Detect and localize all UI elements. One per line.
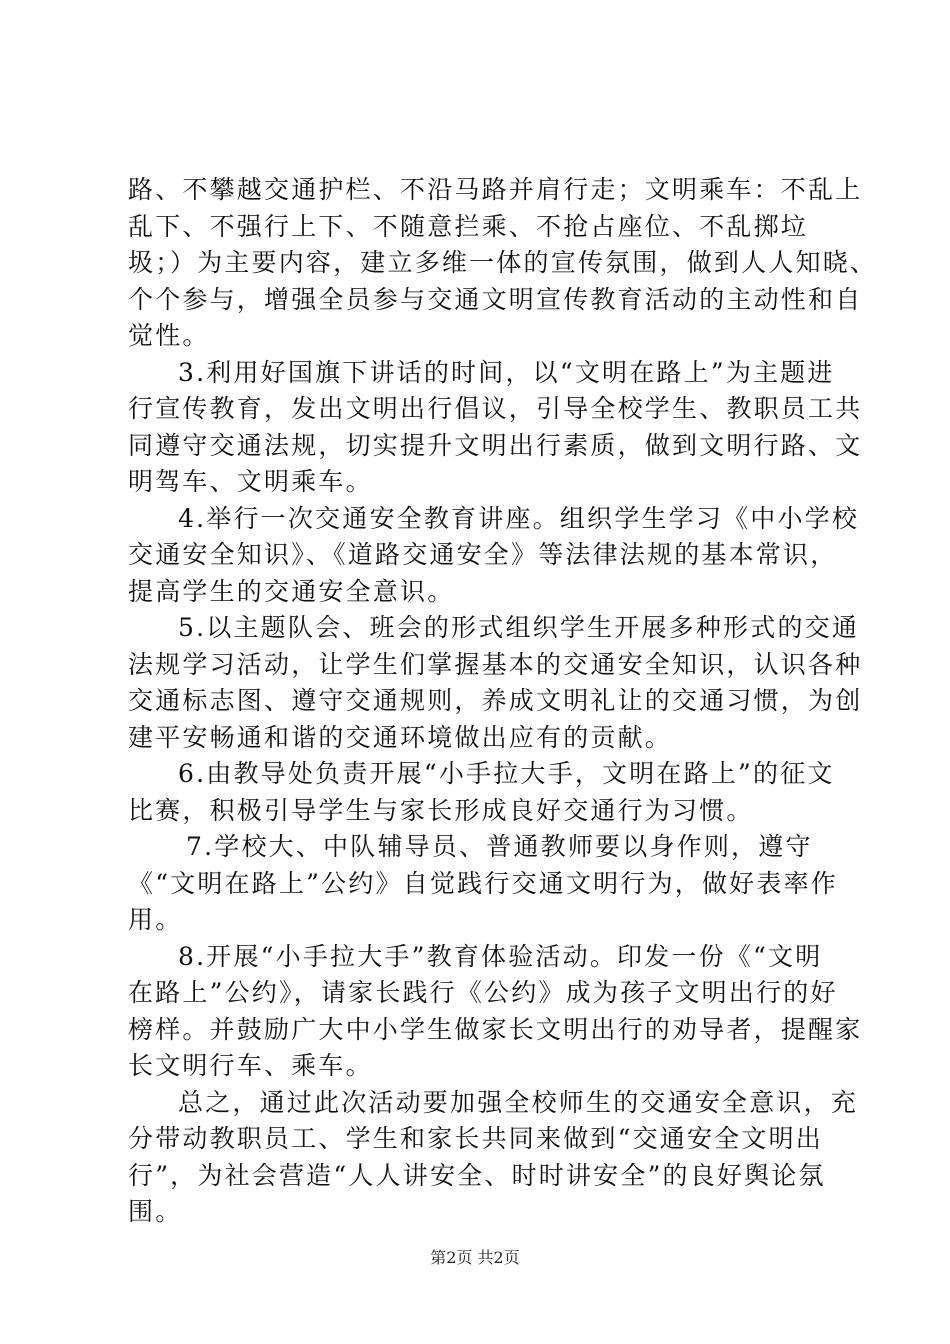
text-line: 《“文明在路上”公约》自觉践行交通文明行为，做好表率作: [128, 868, 838, 898]
document-body: [128, 172, 878, 1231]
page-number-footer: 第2页 共2页: [430, 1248, 520, 1267]
paragraph-5-start: 5.以主题队会、班会的形式组织学生开展多种形式的交通: [178, 613, 860, 642]
text-line: 在路上”公约》，请家长践行《公约》成为孩子文明出行的好: [128, 978, 838, 1007]
paragraph-4-start: 4.举行一次交通安全教育讲座。组织学生学习《中小学校: [178, 503, 860, 533]
text-line: 明驾车、文明乘车。: [128, 467, 373, 496]
conclusion-paragraph-start: 总之，通过此次活动要加强全校师生的交通安全意识，充: [178, 1087, 859, 1117]
text-line: 提高学生的交通安全意识。: [128, 576, 455, 606]
text-line: 行”，为社会营造“人人讲安全、时时讲安全”的良好舆论氛: [128, 1160, 826, 1190]
paragraph-6-start: 6.由教导处负责开展“小手拉大手，文明在路上”的征文: [178, 759, 835, 788]
text-line: 法规学习活动，让学生们掌握基本的交通安全知识，认识各种: [128, 649, 863, 679]
text-line: 圾；）为主要内容，建立多维一体的宣传氛围，做到人人知晓、: [128, 248, 878, 277]
text-line: 交通安全知识》、《道路交通安全》等法律法规的基本常识，: [128, 540, 838, 569]
paragraph-3-start: 3.利用好国旗下讲话的时间，以“文明在路上”为主题进: [178, 357, 835, 387]
text-line: 交通标志图、遵守交通规则，养成文明礼让的交通习惯，为创: [128, 686, 863, 715]
text-line: 榜样。并鼓励广大中小学生做家长文明出行的劝导者，提醒家: [128, 1014, 863, 1044]
paragraph-8-start: 8.开展“小手拉大手”教育体验活动。印发一份《“文明: [178, 941, 823, 971]
text-line: 用。: [128, 905, 183, 934]
text-line: 行宣传教育，发出文明出行倡议，引导全校学生、教职员工共: [128, 394, 863, 423]
text-line: 建平安畅通和谐的交通环境做出应有的贡献。: [128, 722, 673, 752]
text-line: 分带动教职员工、学生和家长共同来做到“交通安全文明出: [128, 1124, 823, 1153]
text-line: 长文明行车、乘车。: [128, 1051, 373, 1080]
paragraph-7-start: 7.学校大、中队辅导员、普通教师要以身作则，遵守: [186, 832, 813, 861]
text-line: 路、不攀越交通护栏、不沿马路并肩行走；文明乘车：不乱上: [128, 175, 863, 204]
text-line: 个个参与，增强全员参与交通文明宣传教育活动的主动性和自: [128, 284, 863, 314]
text-line: 觉性。: [128, 321, 210, 350]
text-line: 乱下、不强行上下、不随意拦乘、不抢占座位、不乱掷垃: [128, 211, 809, 241]
text-line: 比赛，积极引导学生与家长形成良好交通行为习惯。: [128, 795, 754, 825]
text-line: 围。: [128, 1197, 183, 1226]
text-line: 同遵守交通法规，切实提升文明出行素质，做到文明行路、文: [128, 430, 863, 460]
